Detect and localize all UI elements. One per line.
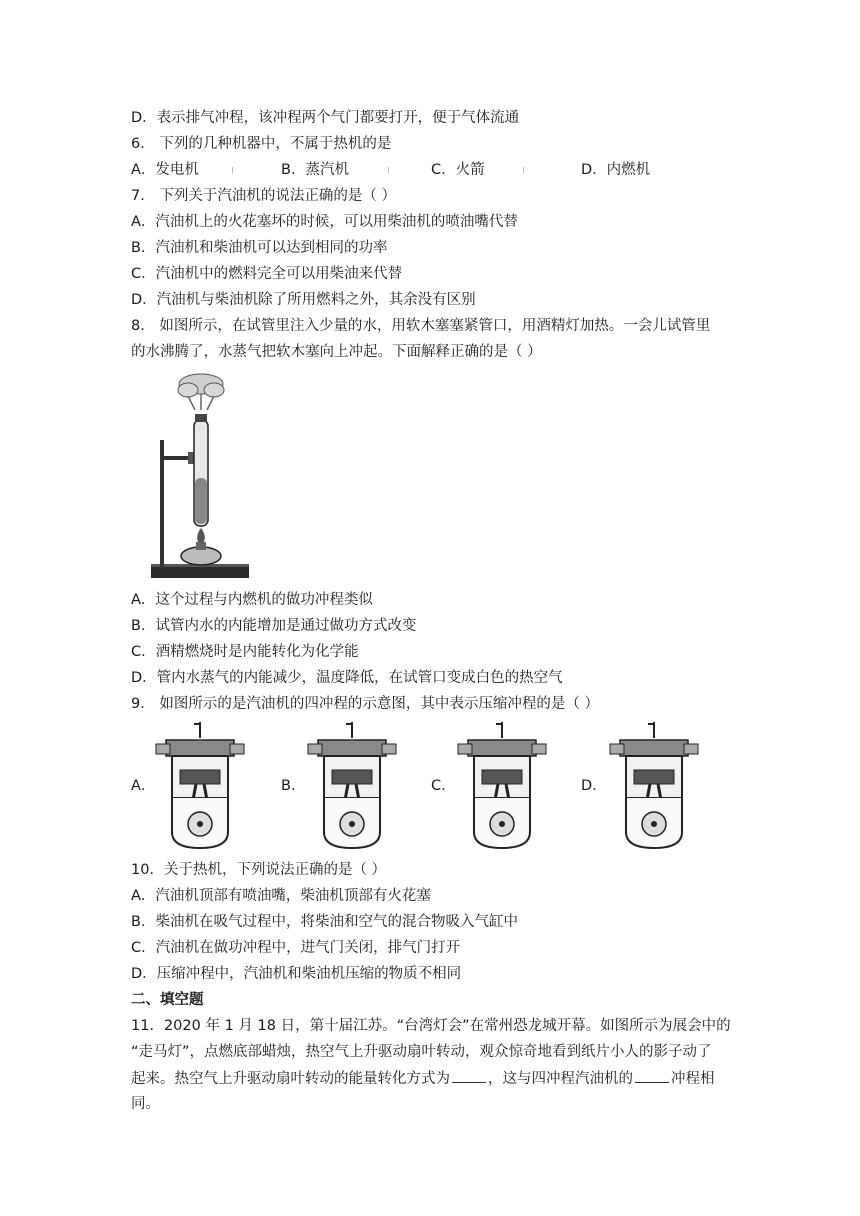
q5-option-d: D．表示排气冲程，该冲程两个气门都要打开，便于气体流通 <box>131 110 520 126</box>
q7-option-c: C．汽油机中的燃料完全可以用柴油来代替 <box>131 266 403 282</box>
answer-blank-1[interactable] <box>452 1068 486 1083</box>
divider-mark <box>523 167 524 173</box>
q11-line3-text-c: 冲程相 <box>671 1071 715 1087</box>
q10-option-b: B．柴油机在吸气过程中，将柴油和空气的混合物吸入气缸中 <box>131 914 518 930</box>
q6-option-b: B．蒸汽机 <box>281 162 349 178</box>
q7-option-d: D．汽油机与柴油机除了所用燃料之外，其余没有区别 <box>131 292 476 308</box>
q7-option-b: B．汽油机和柴油机可以达到相同的功率 <box>131 240 388 256</box>
q9-label-c: C． <box>431 778 456 794</box>
q6-stem: 6． 下列的几种机器中，不属于热机的是 <box>131 136 392 152</box>
q9-label-d: D． <box>581 778 607 794</box>
q10-option-d: D．压缩冲程中，汽油机和柴油机压缩的物质不相同 <box>131 966 462 982</box>
section-title: 二、填空题 <box>131 992 204 1008</box>
q11-line3-text-a: 起来。热空气上升驱动扇叶转动的能量转化方式为 <box>131 1071 450 1087</box>
q7-option-a: A．汽油机上的火花塞坏的时候，可以用柴油机的喷油嘴代替 <box>131 214 518 230</box>
q8-option-b: B．试管内水的内能增加是通过做功方式改变 <box>131 618 417 634</box>
q8-option-a: A．这个过程与内燃机的做功冲程类似 <box>131 592 373 608</box>
stand-base <box>151 566 249 578</box>
engine-diagram-b <box>302 720 402 852</box>
divider-mark <box>388 167 389 173</box>
q11-line2: “走马灯”，点燃底部蜡烛，热空气上升驱动扇叶转动，观众惊奇地看到纸片小人的影子动了 <box>131 1044 712 1060</box>
divider-mark <box>232 167 233 173</box>
q6-option-c: C．火箭 <box>431 162 485 178</box>
test-tube-heating-figure <box>148 370 254 582</box>
q11-line3-text-b: ，这与四冲程汽油机的 <box>488 1071 633 1087</box>
engine-diagram-c <box>452 720 552 852</box>
q9-stem: 9． 如图所示的是汽油机的四冲程的示意图，其中表示压缩冲程的是（ ） <box>131 696 599 712</box>
q6-option-a: A．发电机 <box>131 162 199 178</box>
q11-line4: 同。 <box>131 1096 160 1112</box>
q11-line1: 11．2020 年 1 月 18 日，第十届江苏。“台湾灯会”在常州恐龙城开幕。如图所示为展会中的 <box>131 1018 731 1034</box>
q8-stem-line1: 8． 如图所示，在试管里注入少量的水，用软木塞塞紧管口，用酒精灯加热。一会儿试管里 <box>131 318 711 334</box>
q8-option-d: D．管内水蒸气的内能减少，温度降低，在试管口变成白色的热空气 <box>131 670 563 686</box>
q7-stem: 7． 下列关于汽油机的说法正确的是（ ） <box>131 188 396 204</box>
q10-stem: 10．关于热机，下列说法正确的是（ ） <box>131 862 387 878</box>
q10-option-c: C．汽油机在做功冲程中，进气门关闭，排气门打开 <box>131 940 461 956</box>
q11-line3 <box>131 1068 715 1089</box>
q8-option-c: C．酒精燃烧时是内能转化为化学能 <box>131 644 359 660</box>
q10-option-a: A．汽油机顶部有喷油嘴，柴油机顶部有火花塞 <box>131 888 431 904</box>
q9-label-b: B． <box>281 778 306 794</box>
q8-stem-line2: 的水沸腾了，水蒸气把软木塞向上冲起。下面解释正确的是（ ） <box>131 344 542 360</box>
q6-option-d: D．内燃机 <box>581 162 651 178</box>
engine-diagram-a <box>150 720 250 852</box>
engine-diagram-d <box>604 720 704 852</box>
q9-label-a: A． <box>131 778 156 794</box>
cork <box>195 414 207 422</box>
answer-blank-2[interactable] <box>635 1068 669 1083</box>
